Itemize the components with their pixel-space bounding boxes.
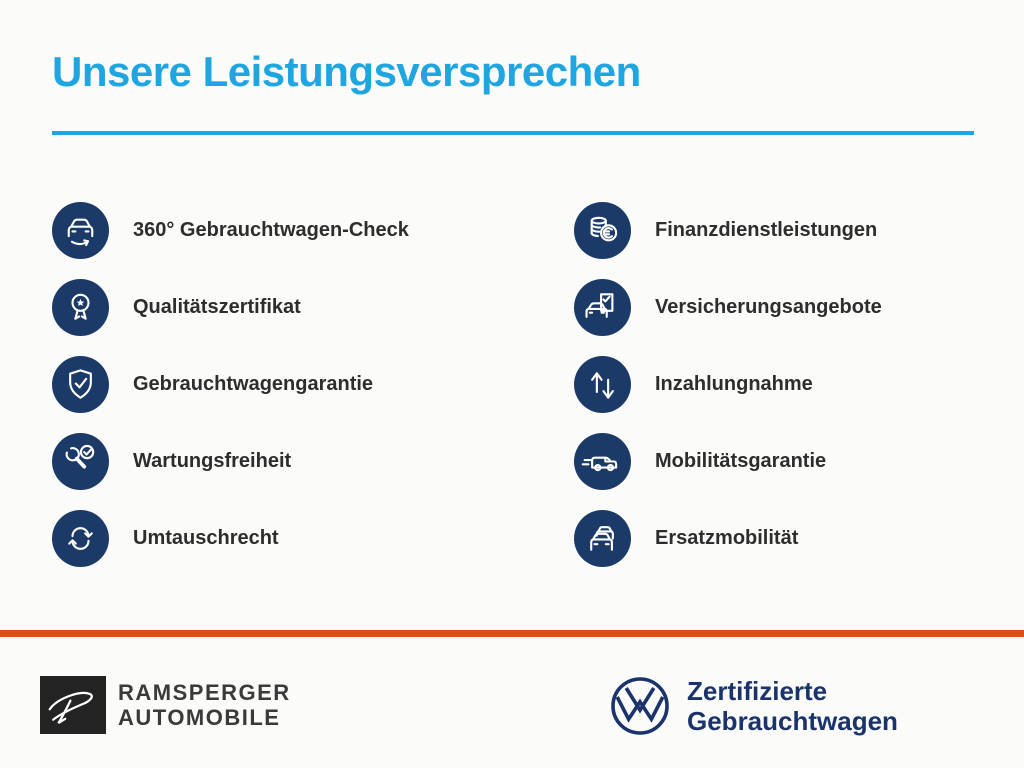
car-document-icon [574, 279, 631, 336]
service-item-quality-certificate [52, 279, 409, 336]
up-down-arrows-icon [574, 356, 631, 413]
service-label: Finanzdienstleistungen [655, 219, 878, 241]
service-item-warranty [52, 356, 409, 413]
page-title: Unsere Leistungsversprechen [52, 48, 641, 95]
service-label: Gebrauchtwagengarantie [133, 373, 374, 395]
coins-euro-icon [574, 202, 631, 259]
service-item-insurance-offers [574, 279, 882, 336]
services-left-column [52, 202, 409, 587]
service-label: Inzahlungnahme [655, 373, 813, 395]
service-item-maintenance-free [52, 433, 409, 490]
moving-car-icon [574, 433, 631, 490]
ramsperger-r-icon [40, 676, 106, 734]
vw-label-line2: Gebrauchtwagen [687, 706, 898, 736]
wrench-check-icon [52, 433, 109, 490]
exchange-arrows-icon [52, 510, 109, 567]
service-label: Qualitätszertifikat [133, 296, 301, 318]
shield-check-icon [52, 356, 109, 413]
service-item-360-check [52, 202, 409, 259]
dealer-name-line2: AUTOMOBILE [118, 705, 281, 730]
service-label: Mobilitätsgarantie [655, 450, 827, 472]
footer-divider [0, 630, 1024, 637]
dealer-name-line1: RAMSPERGER [118, 680, 291, 705]
service-label: 360° Gebrauchtwagen-Check [133, 219, 409, 241]
award-badge-icon [52, 279, 109, 336]
vw-label-line1: Zertifizierte [687, 676, 828, 706]
vw-certified-logo [610, 676, 898, 736]
service-item-financial-services [574, 202, 882, 259]
service-item-mobility-warranty [574, 433, 882, 490]
service-item-replacement-mobility [574, 510, 882, 567]
service-item-trade-in [574, 356, 882, 413]
car-360-icon [52, 202, 109, 259]
title-underline [52, 131, 974, 135]
service-label: Wartungsfreiheit [133, 450, 292, 472]
service-label: Versicherungsangebote [655, 296, 882, 318]
service-item-exchange-right [52, 510, 409, 567]
ramsperger-logo [40, 676, 291, 734]
service-label: Umtauschrecht [133, 527, 279, 549]
services-right-column [574, 202, 882, 587]
two-cars-icon [574, 510, 631, 567]
service-label: Ersatzmobilität [655, 527, 799, 549]
vw-logo-icon [610, 676, 670, 736]
